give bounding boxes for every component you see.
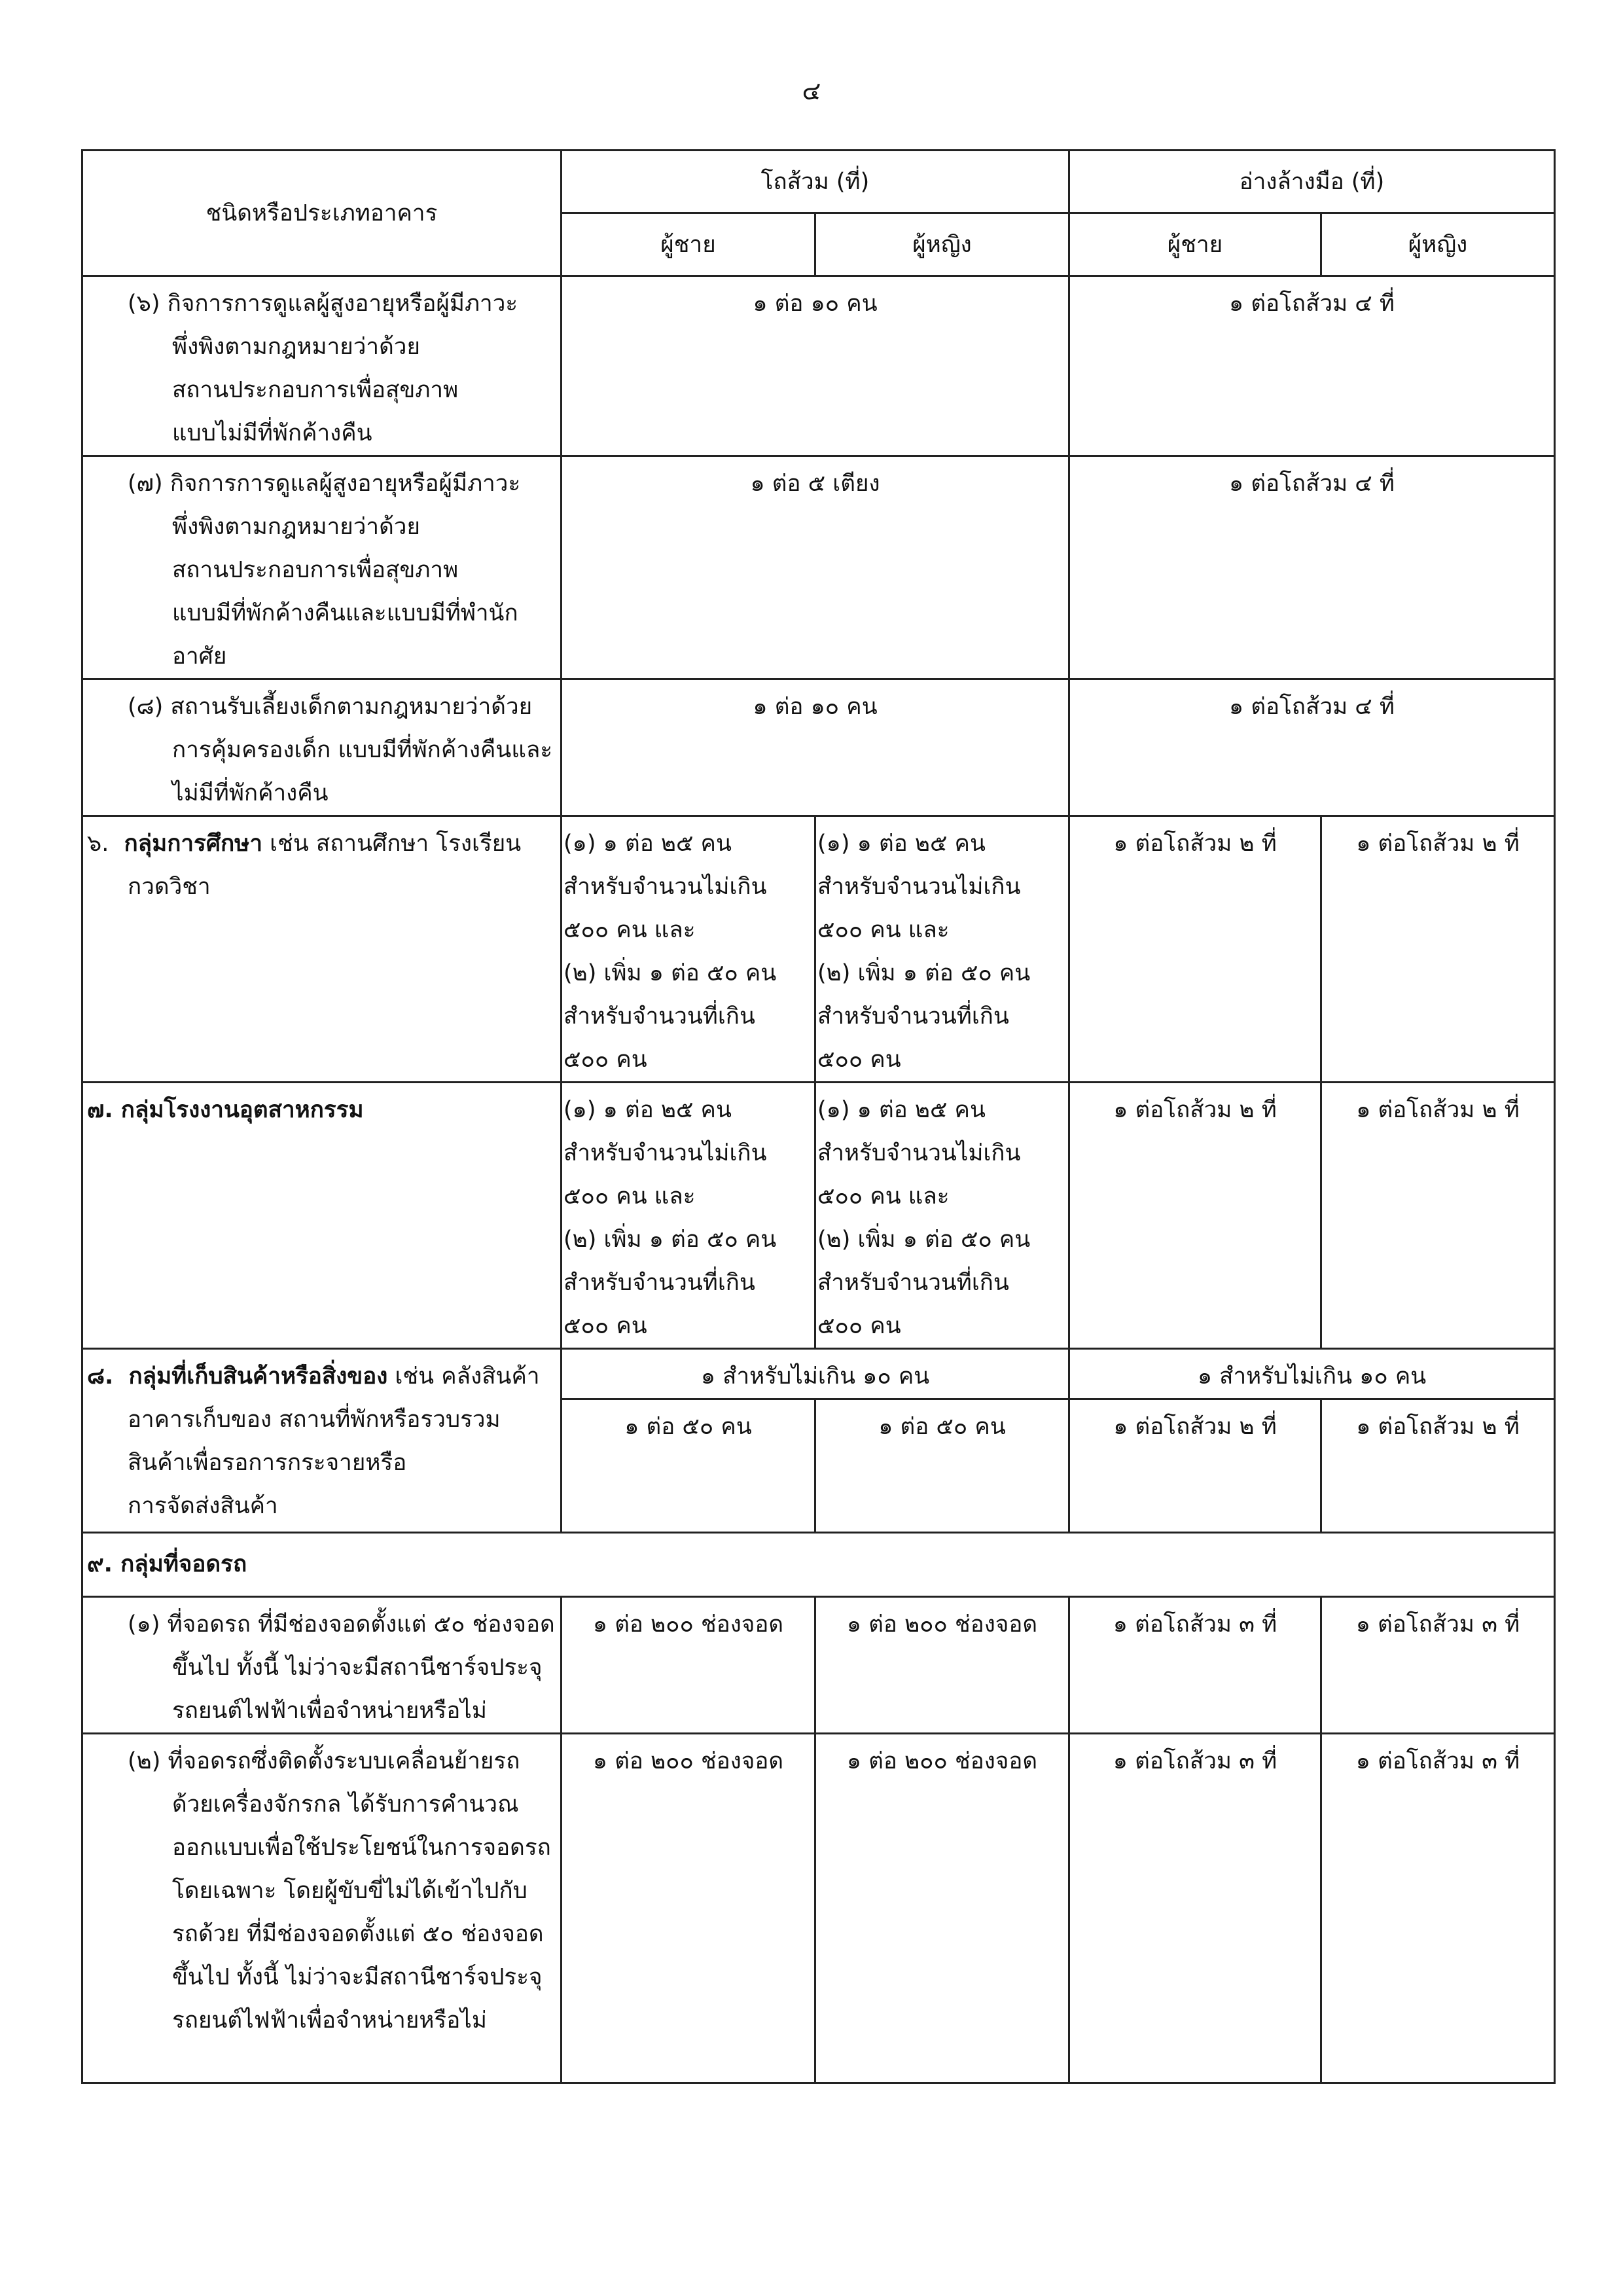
row-label-line: (๒) ที่จอดรถซึ่งติดตั้งระบบเคลื่อนย้ายรถ	[128, 1748, 520, 1774]
basin-female-ratio: ๑ ต่อโถส้วม ๒ ที่	[1321, 1399, 1555, 1533]
row-label	[82, 456, 562, 679]
header-toilet-female: ผู้หญิง	[815, 213, 1069, 276]
basin-male-ratio: ๑ ต่อโถส้วม ๒ ที่	[1069, 1083, 1321, 1349]
sanitary-requirements-table	[81, 149, 1556, 2084]
group-title: กลุ่มที่เก็บสินค้าหรือสิ่งของ	[128, 1363, 388, 1390]
row-label-line: ขึ้นไป ทั้งนี้ ไม่ว่าจะมีสถานีชาร์จประจุ	[172, 1655, 543, 1681]
group-label	[82, 1349, 562, 1533]
group-title: กลุ่มการศึกษา	[124, 831, 262, 857]
ratio-line: สำหรับจำนวนที่เกิน	[817, 1003, 1009, 1030]
toilet-female-ratio	[815, 816, 1069, 1083]
row-label-line: พึ่งพิงตามกฎหมายว่าด้วย	[172, 514, 420, 540]
header-toilet-male: ผู้ชาย	[562, 213, 815, 276]
row-label-line: แบบมีที่พักค้างคืนและแบบมีที่พำนักอาศัย	[172, 600, 518, 670]
basin-small-ratio: ๑ สำหรับไม่เกิน ๑๐ คน	[1069, 1349, 1555, 1399]
row-label-line: สถานประกอบการเพื่อสุขภาพ	[172, 557, 459, 583]
table-row	[82, 816, 1555, 1083]
row-label	[82, 679, 562, 816]
ratio-line: ๕๐๐ คน	[563, 1313, 647, 1339]
row-label-line: (๗) กิจการการดูแลผู้สูงอายุหรือผู้มีภาวะ	[128, 471, 521, 497]
row-label-line: ขึ้นไป ทั้งนี้ ไม่ว่าจะมีสถานีชาร์จประจุ	[172, 1964, 543, 1990]
toilet-male-ratio: ๑ ต่อ ๒๐๐ ช่องจอด	[562, 1597, 815, 1734]
row-label-line: (๑) ที่จอดรถ ที่มีช่องจอดตั้งแต่ ๕๐ ช่องจอด	[128, 1611, 555, 1638]
ratio-line: (๑) ๑ ต่อ ๒๕ คน	[817, 831, 986, 857]
row-label	[82, 1734, 562, 2083]
group-number: ๖.	[87, 831, 109, 857]
row-label-line: ออกแบบเพื่อใช้ประโยชน์ในการจอดรถ	[172, 1835, 551, 1861]
toilet-small-ratio: ๑ สำหรับไม่เกิน ๑๐ คน	[562, 1349, 1069, 1399]
basin-male-ratio: ๑ ต่อโถส้วม ๒ ที่	[1069, 816, 1321, 1083]
toilet-ratio: ๑ ต่อ ๑๐ คน	[562, 276, 1069, 456]
table-row	[82, 679, 1555, 816]
ratio-line: ๕๐๐ คน	[817, 1047, 901, 1073]
ratio-line: (๒) เพิ่ม ๑ ต่อ ๕๐ คน	[563, 960, 777, 986]
ratio-line: สำหรับจำนวนไม่เกิน	[817, 1140, 1021, 1166]
header-basin-female: ผู้หญิง	[1321, 213, 1555, 276]
group-examples-line: อาคารเก็บของ สถานที่พักหรือรวบรวม	[128, 1407, 501, 1433]
table-row	[82, 1734, 1555, 2083]
group-examples-line: การจัดส่งสินค้า	[128, 1493, 278, 1519]
ratio-line: สำหรับจำนวนที่เกิน	[817, 1270, 1009, 1296]
toilet-male-ratio: ๑ ต่อ ๒๐๐ ช่องจอด	[562, 1734, 815, 2083]
ratio-line: สำหรับจำนวนที่เกิน	[563, 1270, 755, 1296]
toilet-female-ratio	[815, 1083, 1069, 1349]
basin-ratio: ๑ ต่อโถส้วม ๔ ที่	[1069, 456, 1555, 679]
basin-ratio: ๑ ต่อโถส้วม ๔ ที่	[1069, 276, 1555, 456]
toilet-female-ratio: ๑ ต่อ ๒๐๐ ช่องจอด	[815, 1734, 1069, 2083]
basin-female-ratio: ๑ ต่อโถส้วม ๓ ที่	[1321, 1734, 1555, 2083]
toilet-ratio: ๑ ต่อ ๑๐ คน	[562, 679, 1069, 816]
basin-ratio: ๑ ต่อโถส้วม ๔ ที่	[1069, 679, 1555, 816]
ratio-line: (๒) เพิ่ม ๑ ต่อ ๕๐ คน	[817, 960, 1031, 986]
basin-male-ratio: ๑ ต่อโถส้วม ๓ ที่	[1069, 1597, 1321, 1734]
group-examples-line: กวดวิชา	[128, 874, 211, 900]
group-examples: เช่น สถานศึกษา โรงเรียน	[262, 831, 522, 857]
ratio-line: ๕๐๐ คน และ	[817, 1183, 950, 1210]
group-title: ๙. กลุ่มที่จอดรถ	[87, 1551, 247, 1577]
row-label-line: แบบไม่มีที่พักค้างคืน	[172, 420, 372, 446]
group-examples-line: สินค้าเพื่อรอการกระจายหรือ	[128, 1450, 407, 1476]
ratio-line: (๒) เพิ่ม ๑ ต่อ ๕๐ คน	[563, 1227, 777, 1253]
row-label-line: รถยนต์ไฟฟ้าเพื่อจำหน่ายหรือไม่	[172, 2007, 487, 2034]
toilet-female-ratio: ๑ ต่อ ๕๐ คน	[815, 1399, 1069, 1533]
basin-female-ratio: ๑ ต่อโถส้วม ๓ ที่	[1321, 1597, 1555, 1734]
table-header-row	[82, 151, 1555, 213]
ratio-line: (๑) ๑ ต่อ ๒๕ คน	[563, 831, 732, 857]
toilet-male-ratio	[562, 1083, 815, 1349]
toilet-ratio: ๑ ต่อ ๕ เตียง	[562, 456, 1069, 679]
group-title: ๗. กลุ่มโรงงานอุตสาหกรรม	[87, 1097, 364, 1123]
table-row	[82, 1597, 1555, 1734]
toilet-male-ratio: ๑ ต่อ ๕๐ คน	[562, 1399, 815, 1533]
table-row	[82, 1533, 1555, 1597]
ratio-line: สำหรับจำนวนไม่เกิน	[817, 874, 1021, 900]
row-label-line: พึ่งพิงตามกฎหมายว่าด้วย	[172, 334, 420, 360]
header-toilet: โถส้วม (ที่)	[562, 151, 1069, 213]
ratio-line: ๕๐๐ คน	[817, 1313, 901, 1339]
basin-male-ratio: ๑ ต่อโถส้วม ๒ ที่	[1069, 1399, 1321, 1533]
table-row	[82, 1083, 1555, 1349]
row-label-line: (๘) สถานรับเลี้ยงเด็กตามกฎหมายว่าด้วย	[128, 694, 533, 720]
basin-male-ratio: ๑ ต่อโถส้วม ๓ ที่	[1069, 1734, 1321, 2083]
table-row	[82, 276, 1555, 456]
group-examples: เช่น คลังสินค้า	[387, 1363, 540, 1390]
table-row	[82, 1349, 1555, 1399]
ratio-line: (๑) ๑ ต่อ ๒๕ คน	[817, 1097, 986, 1123]
row-label-line: การคุ้มครองเด็ก แบบมีที่พักค้างคืนและ	[172, 737, 553, 763]
basin-female-ratio: ๑ ต่อโถส้วม ๒ ที่	[1321, 816, 1555, 1083]
page-number: ๔	[802, 77, 821, 105]
ratio-line: สำหรับจำนวนไม่เกิน	[563, 874, 767, 900]
row-label	[82, 1597, 562, 1734]
ratio-line: ๕๐๐ คน และ	[563, 1183, 696, 1210]
basin-female-ratio: ๑ ต่อโถส้วม ๒ ที่	[1321, 1083, 1555, 1349]
row-label-line: โดยเฉพาะ โดยผู้ขับขี่ไม่ได้เข้าไปกับ	[172, 1878, 527, 1904]
ratio-line: (๒) เพิ่ม ๑ ต่อ ๕๐ คน	[817, 1227, 1031, 1253]
toilet-female-ratio: ๑ ต่อ ๒๐๐ ช่องจอด	[815, 1597, 1069, 1734]
ratio-line: สำหรับจำนวนที่เกิน	[563, 1003, 755, 1030]
toilet-male-ratio	[562, 816, 815, 1083]
group-label	[82, 1083, 562, 1349]
table-row	[82, 456, 1555, 679]
row-label-line: รถยนต์ไฟฟ้าเพื่อจำหน่ายหรือไม่	[172, 1698, 487, 1724]
header-building-type: ชนิดหรือประเภทอาคาร	[82, 151, 562, 276]
row-label-line: สถานประกอบการเพื่อสุขภาพ	[172, 377, 459, 403]
group-label	[82, 816, 562, 1083]
header-basin: อ่างล้างมือ (ที่)	[1069, 151, 1555, 213]
ratio-line: ๕๐๐ คน	[563, 1047, 647, 1073]
ratio-line: ๕๐๐ คน และ	[563, 917, 696, 943]
row-label-line: รถด้วย ที่มีช่องจอดตั้งแต่ ๕๐ ช่องจอด	[172, 1921, 544, 1947]
ratio-line: ๕๐๐ คน และ	[817, 917, 950, 943]
header-basin-male: ผู้ชาย	[1069, 213, 1321, 276]
ratio-line: (๑) ๑ ต่อ ๒๕ คน	[563, 1097, 732, 1123]
row-label-line: ไม่มีที่พักค้างคืน	[172, 780, 329, 806]
row-label	[82, 276, 562, 456]
ratio-line: สำหรับจำนวนไม่เกิน	[563, 1140, 767, 1166]
group-label	[82, 1533, 1555, 1597]
row-label-line: (๖) กิจการการดูแลผู้สูงอายุหรือผู้มีภาวะ	[128, 291, 518, 317]
row-label-line: ด้วยเครื่องจักรกล ได้รับการคำนวณ	[172, 1791, 519, 1818]
group-number: ๘.	[87, 1363, 114, 1390]
